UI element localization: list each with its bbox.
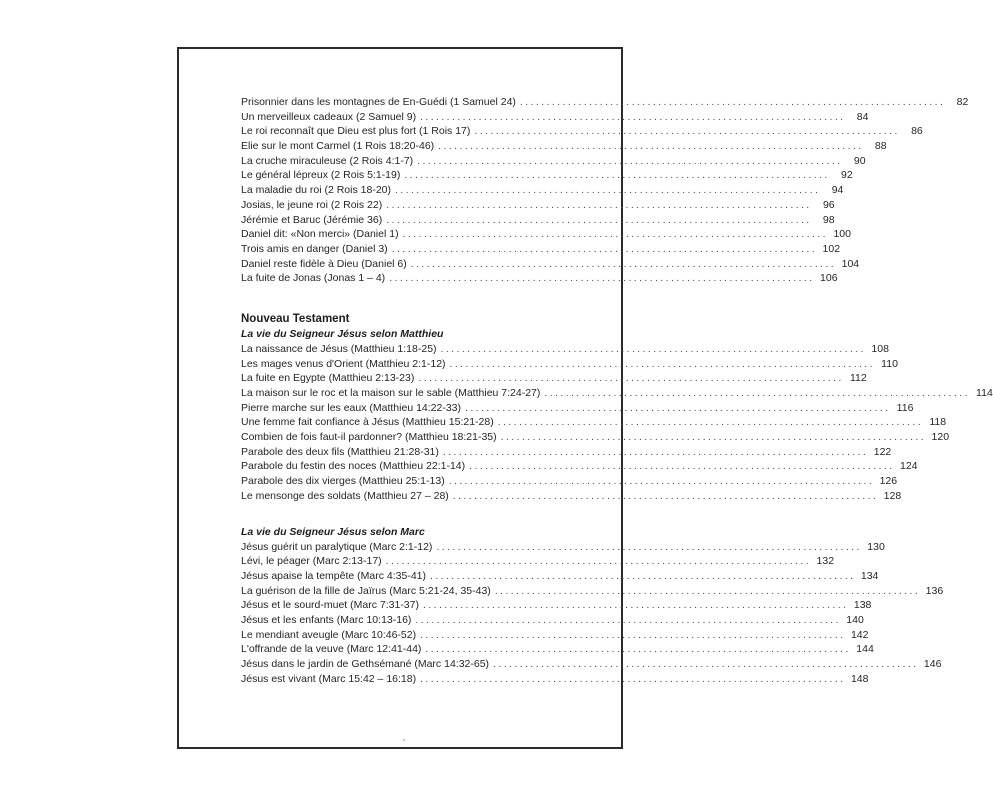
toc-entry bbox=[241, 628, 869, 643]
dot-leader: ................................................................................ bbox=[497, 416, 924, 429]
toc-entry bbox=[241, 227, 851, 242]
toc-entry-page-number: 132 bbox=[816, 555, 835, 568]
dot-leader: ................................................................................ bbox=[436, 540, 862, 553]
toc-entry-page-number: 86 bbox=[911, 125, 923, 138]
dot-leader: ................................................................................ bbox=[385, 555, 812, 568]
toc-entry-page-number: 92 bbox=[841, 169, 853, 182]
toc-entry bbox=[241, 342, 889, 357]
toc-entry-page-number: 130 bbox=[867, 540, 885, 553]
toc-entry-page-number: 118 bbox=[929, 416, 947, 429]
toc-entry-title: Lévi, le péager (Marc 2:13-17) bbox=[241, 555, 382, 568]
toc-entry-title: La maison sur le roc et la maison sur le sable (Matthieu 7:24-27) bbox=[241, 387, 541, 399]
toc-entry-page-number: 88 bbox=[874, 140, 887, 153]
toc-entry-page-number: 146 bbox=[923, 658, 942, 670]
toc-entry-title: Jésus guérit un paralytique (Marc 2:1-12) bbox=[241, 540, 433, 553]
toc-entry-page-number: 122 bbox=[873, 445, 892, 458]
toc-entry bbox=[241, 554, 835, 569]
toc-entry-title: Jérémie et Baruc (Jérémie 36) bbox=[241, 213, 383, 226]
toc-entry-page-number: 82 bbox=[956, 96, 969, 108]
subsection-heading-marc: La vie du Seigneur Jésus selon Marc bbox=[241, 525, 425, 538]
toc-entry bbox=[241, 584, 944, 599]
dot-leader: ................................................................................ bbox=[500, 431, 927, 444]
dot-leader: ................................................................................ bbox=[452, 489, 879, 502]
print-speck bbox=[403, 739, 405, 741]
toc-entry-title: La cruche miraculeuse (2 Rois 4:1-7) bbox=[241, 154, 414, 167]
dot-leader: ................................................................................ bbox=[469, 460, 895, 473]
toc-entry-title: Parabole des deux fils (Matthieu 21:28-31) bbox=[241, 445, 439, 458]
toc-entry-page-number: 144 bbox=[856, 643, 874, 656]
toc-entry bbox=[241, 657, 942, 672]
toc-entry-title: Pierre marche sur les eaux (Matthieu 14:22-33) bbox=[241, 401, 462, 414]
toc-entry-page-number: 148 bbox=[850, 672, 869, 685]
toc-entry bbox=[241, 569, 879, 584]
table-of-contents bbox=[241, 95, 993, 686]
dot-leader: ................................................................................ bbox=[418, 372, 844, 385]
dot-leader: ................................................................................ bbox=[442, 445, 869, 458]
toc-entry-page-number: 96 bbox=[822, 198, 835, 211]
toc-entry-page-number: 124 bbox=[900, 460, 918, 473]
dot-leader: ................................................................................ bbox=[544, 387, 970, 399]
toc-entry bbox=[241, 154, 866, 169]
toc-entry bbox=[241, 642, 874, 657]
toc-entry bbox=[241, 257, 860, 272]
toc-entry bbox=[241, 489, 902, 504]
toc-entry bbox=[241, 242, 841, 257]
dot-leader: ................................................................................ bbox=[519, 96, 946, 108]
toc-entry-page-number: 106 bbox=[820, 272, 838, 285]
toc-entry bbox=[241, 124, 923, 139]
toc-entry-title: Jésus dans le jardin de Gethsémané (Marc 14:32-65) bbox=[241, 658, 490, 670]
toc-entry bbox=[241, 401, 914, 416]
book-page bbox=[177, 47, 993, 749]
toc-entry-page-number: 84 bbox=[856, 110, 869, 123]
toc-entry-page-number: 134 bbox=[860, 569, 879, 582]
toc-entry-title: Parabole des dix vierges (Matthieu 25:1-13) bbox=[241, 475, 445, 488]
dot-leader: ................................................................................ bbox=[449, 357, 875, 370]
toc-entry-title: Daniel reste fidèle à Dieu (Daniel 6) bbox=[241, 257, 407, 270]
toc-entry bbox=[241, 95, 969, 110]
toc-entry-title: La guérison de la fille de Jaïrus (Marc 5:21-24, 35-43) bbox=[241, 584, 491, 597]
toc-entry bbox=[241, 168, 853, 183]
toc-entry-page-number: 98 bbox=[822, 213, 835, 226]
toc-entry-page-number: 108 bbox=[871, 342, 889, 355]
toc-entry bbox=[241, 371, 867, 386]
toc-entry-page-number: 126 bbox=[879, 475, 898, 488]
toc-entry-title: Parabole du festin des noces (Matthieu 22:1-14) bbox=[241, 460, 466, 473]
toc-entry bbox=[241, 213, 835, 228]
toc-entry-title: La maladie du roi (2 Rois 18-20) bbox=[241, 184, 391, 197]
toc-entry bbox=[241, 430, 950, 445]
toc-entry-title: Jésus et le sourd-muet (Marc 7:31-37) bbox=[241, 599, 419, 612]
dot-leader: ................................................................................ bbox=[395, 184, 821, 197]
dot-leader: ................................................................................ bbox=[391, 242, 818, 255]
toc-entry-page-number: 110 bbox=[881, 357, 898, 370]
toc-entry bbox=[241, 540, 885, 555]
dot-leader: ................................................................................ bbox=[417, 154, 843, 167]
toc-entry-title: La naissance de Jésus (Matthieu 1:18-25) bbox=[241, 342, 437, 355]
dot-leader: ................................................................................ bbox=[404, 169, 830, 182]
dot-leader: ................................................................................ bbox=[415, 613, 841, 626]
toc-entry bbox=[241, 474, 898, 489]
dot-leader: ................................................................................ bbox=[386, 213, 812, 226]
toc-entry bbox=[241, 386, 993, 401]
toc-entry-page-number: 100 bbox=[833, 228, 851, 241]
toc-entry-title: La fuite de Jonas (Jonas 1 – 4) bbox=[241, 272, 386, 285]
toc-entry-title: Elie sur le mont Carmel (1 Rois 18:20-46) bbox=[241, 140, 435, 153]
toc-entry-page-number: 94 bbox=[831, 184, 844, 197]
dot-leader: ................................................................................ bbox=[420, 110, 846, 123]
toc-entry-page-number: 140 bbox=[846, 613, 864, 626]
toc-entry-page-number: 112 bbox=[850, 372, 867, 385]
toc-entry-title: Combien de fois faut-il pardonner? (Matthieu 18:21-35) bbox=[241, 431, 497, 444]
toc-entry bbox=[241, 613, 864, 628]
dot-leader: ................................................................................ bbox=[425, 643, 851, 656]
toc-entry-title: Une femme fait confiance à Jésus (Matthieu 15:21-28) bbox=[241, 416, 494, 429]
dot-leader: ................................................................................ bbox=[448, 475, 875, 488]
toc-entry-page-number: 128 bbox=[883, 489, 902, 502]
toc-entry-page-number: 104 bbox=[841, 257, 860, 270]
dot-leader: ................................................................................ bbox=[389, 272, 815, 285]
toc-entry bbox=[241, 198, 835, 213]
toc-entry bbox=[241, 110, 869, 125]
dot-leader: ................................................................................ bbox=[465, 401, 891, 414]
toc-entry bbox=[241, 445, 892, 460]
toc-entry-title: L'offrande de la veuve (Marc 12:41-44) bbox=[241, 643, 422, 656]
toc-entry-page-number: 120 bbox=[931, 431, 950, 444]
toc-entry-title: Josias, le jeune roi (2 Rois 22) bbox=[241, 198, 383, 211]
dot-leader: ................................................................................ bbox=[493, 658, 919, 670]
toc-entry-title: Le mendiant aveugle (Marc 10:46-52) bbox=[241, 628, 417, 641]
toc-entry bbox=[241, 357, 898, 372]
toc-entry-title: Jésus est vivant (Marc 15:42 – 16:18) bbox=[241, 672, 417, 685]
dot-leader: ................................................................................ bbox=[430, 569, 856, 582]
old-testament-list bbox=[241, 95, 969, 286]
dot-leader: ................................................................................ bbox=[386, 198, 812, 211]
matthieu-list bbox=[241, 342, 993, 504]
toc-entry bbox=[241, 415, 947, 430]
section-heading-new-testament: Nouveau Testament bbox=[241, 312, 350, 325]
toc-entry-title: Jésus et les enfants (Marc 10:13-16) bbox=[241, 613, 412, 626]
toc-entry-title: Prisonnier dans les montagnes de En-Guédi (1 Samuel 24) bbox=[241, 96, 516, 108]
dot-leader: ................................................................................ bbox=[423, 599, 849, 612]
dot-leader: ................................................................................ bbox=[440, 342, 866, 355]
dot-leader: ................................................................................ bbox=[410, 257, 837, 270]
toc-entry bbox=[241, 672, 869, 687]
dot-leader: ................................................................................ bbox=[402, 228, 828, 241]
toc-entry-page-number: 142 bbox=[850, 628, 869, 641]
toc-entry bbox=[241, 183, 844, 198]
dot-leader: ................................................................................ bbox=[420, 628, 846, 641]
dot-leader: ................................................................................ bbox=[438, 140, 864, 153]
toc-entry-title: Le roi reconnaît que Dieu est plus fort (1 Rois 17) bbox=[241, 125, 471, 138]
toc-entry-title: Les mages venus d'Orient (Matthieu 2:1-12) bbox=[241, 357, 446, 370]
toc-entry-title: Un merveilleux cadeaux (2 Samuel 9) bbox=[241, 110, 417, 123]
toc-entry-page-number: 90 bbox=[853, 154, 866, 167]
toc-entry-title: Daniel dit: «Non merci» (Daniel 1) bbox=[241, 228, 399, 241]
toc-entry-page-number: 102 bbox=[822, 242, 841, 255]
dot-leader: ................................................................................ bbox=[494, 584, 921, 597]
toc-entry-title: Trois amis en danger (Daniel 3) bbox=[241, 242, 388, 255]
toc-entry-title: Le mensonge des soldats (Matthieu 27 – 28) bbox=[241, 489, 449, 502]
dot-leader: ................................................................................ bbox=[420, 672, 846, 685]
toc-entry bbox=[241, 598, 872, 613]
toc-entry-title: La fuite en Egypte (Matthieu 2:13-23) bbox=[241, 372, 415, 385]
toc-entry-page-number: 116 bbox=[896, 401, 914, 414]
toc-entry-page-number: 136 bbox=[925, 584, 944, 597]
toc-entry bbox=[241, 271, 838, 286]
subsection-heading-matthieu: La vie du Seigneur Jésus selon Matthieu bbox=[241, 327, 444, 340]
toc-entry bbox=[241, 139, 887, 154]
marc-list bbox=[241, 540, 944, 687]
toc-entry-page-number: 114 bbox=[976, 387, 993, 399]
toc-entry-page-number: 138 bbox=[853, 599, 872, 612]
dot-leader: ................................................................................ bbox=[474, 125, 900, 138]
toc-entry-title: Jésus apaise la tempête (Marc 4:35-41) bbox=[241, 569, 427, 582]
toc-entry bbox=[241, 459, 918, 474]
toc-entry-title: Le général lépreux (2 Rois 5:1-19) bbox=[241, 169, 401, 182]
